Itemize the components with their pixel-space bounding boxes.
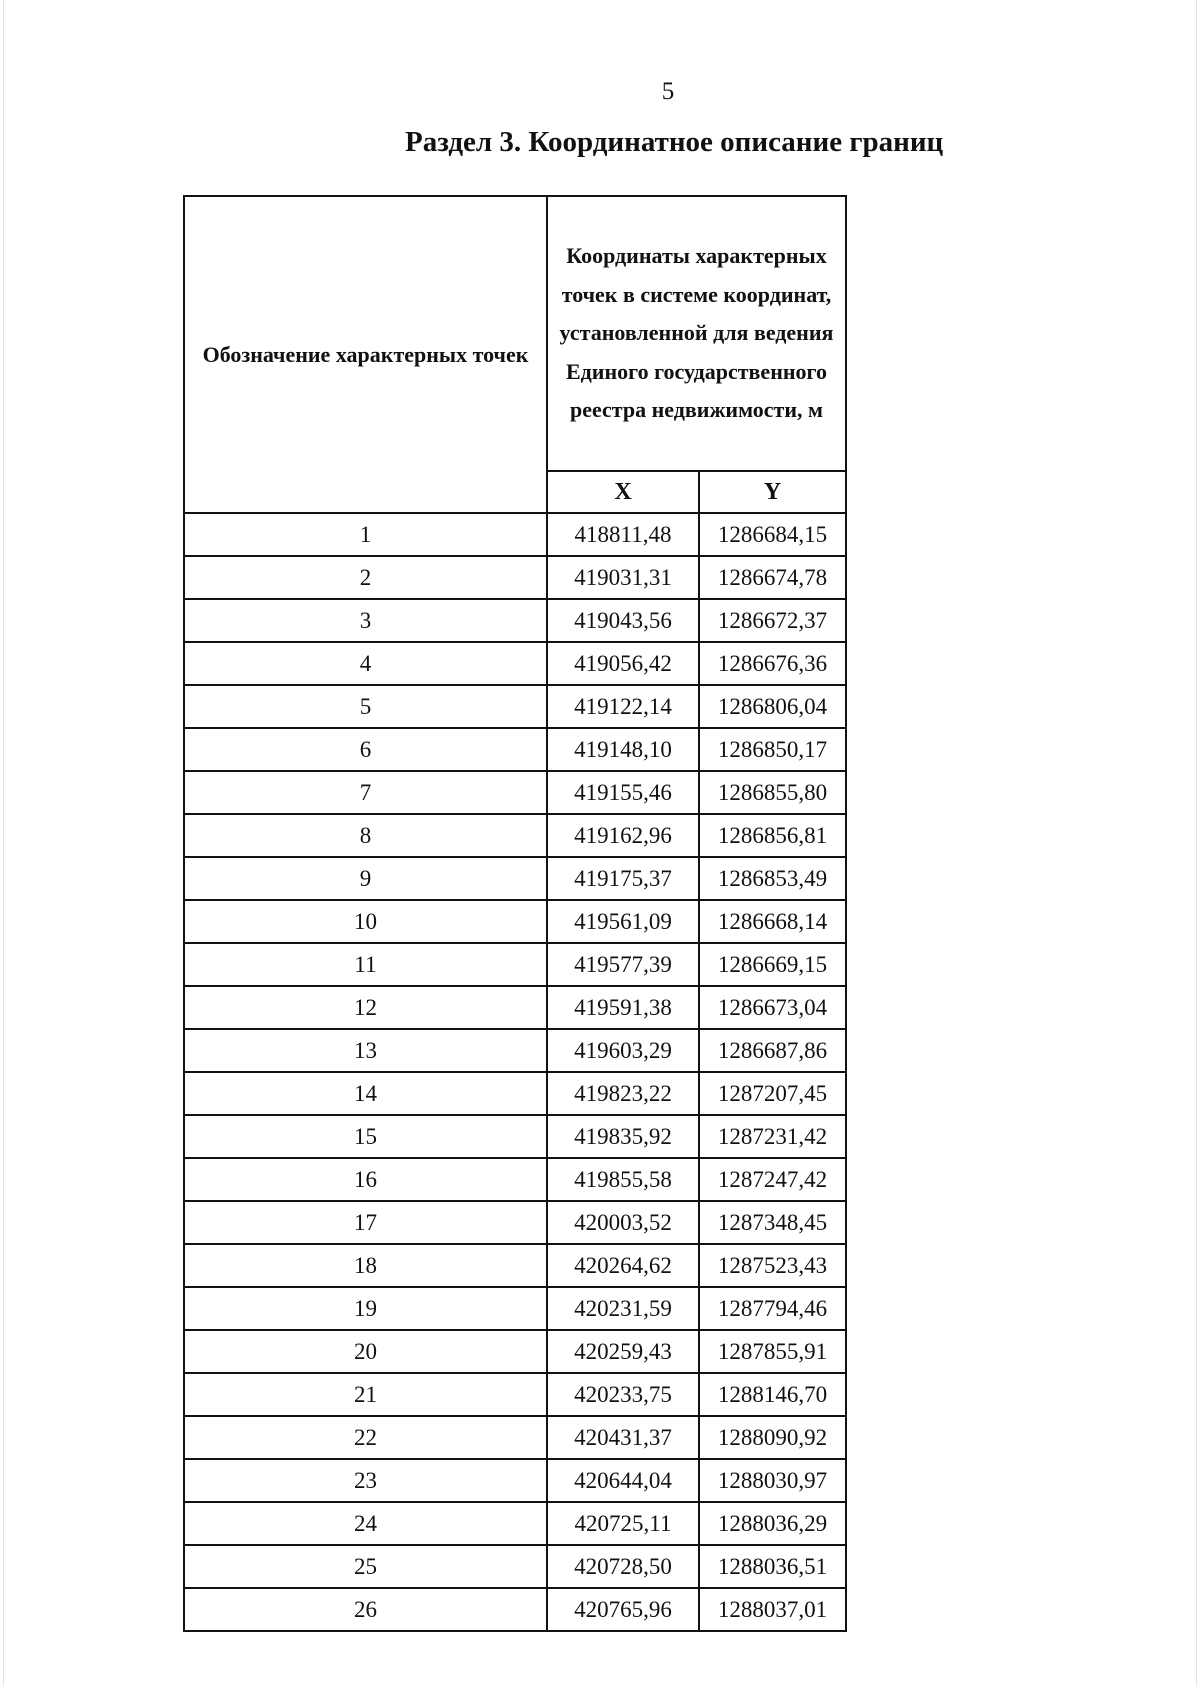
table-row bbox=[184, 728, 846, 771]
point-number-cell: 18 bbox=[184, 1244, 547, 1287]
table-row bbox=[184, 599, 846, 642]
point-number-cell: 15 bbox=[184, 1115, 547, 1158]
table-row bbox=[184, 1459, 846, 1502]
points-column-header: Обозначение характерных точек bbox=[184, 196, 547, 513]
point-number-cell: 10 bbox=[184, 900, 547, 943]
y-coordinate-cell: 1287794,46 bbox=[699, 1287, 846, 1330]
y-coordinate-cell: 1287247,42 bbox=[699, 1158, 846, 1201]
point-number-cell: 13 bbox=[184, 1029, 547, 1072]
section-title: Раздел 3. Координатное описание границ bbox=[405, 126, 944, 158]
table-row bbox=[184, 1588, 846, 1631]
table-row bbox=[184, 1201, 846, 1244]
page-number: 5 bbox=[661, 78, 675, 105]
table-row bbox=[184, 1416, 846, 1459]
point-number-cell: 25 bbox=[184, 1545, 547, 1588]
y-coordinate-cell: 1288036,51 bbox=[699, 1545, 846, 1588]
x-coordinate-cell: 420231,59 bbox=[547, 1287, 699, 1330]
y-coordinate-cell: 1286806,04 bbox=[699, 685, 846, 728]
table-row bbox=[184, 771, 846, 814]
table-row bbox=[184, 1502, 846, 1545]
point-number-cell: 17 bbox=[184, 1201, 547, 1244]
y-coordinate-cell: 1286669,15 bbox=[699, 943, 846, 986]
x-coordinate-cell: 419031,31 bbox=[547, 556, 699, 599]
point-number-cell: 1 bbox=[184, 513, 547, 556]
y-coordinate-cell: 1286856,81 bbox=[699, 814, 846, 857]
point-number-cell: 4 bbox=[184, 642, 547, 685]
y-coordinate-cell: 1286676,36 bbox=[699, 642, 846, 685]
point-number-cell: 21 bbox=[184, 1373, 547, 1416]
point-number-cell: 9 bbox=[184, 857, 547, 900]
table-row bbox=[184, 513, 846, 556]
point-number-cell: 7 bbox=[184, 771, 547, 814]
y-coordinate-cell: 1288030,97 bbox=[699, 1459, 846, 1502]
table-row bbox=[184, 1330, 846, 1373]
x-coordinate-cell: 419148,10 bbox=[547, 728, 699, 771]
x-coordinate-cell: 420259,43 bbox=[547, 1330, 699, 1373]
x-coordinate-cell: 419855,58 bbox=[547, 1158, 699, 1201]
y-coordinate-cell: 1286684,15 bbox=[699, 513, 846, 556]
y-coordinate-cell: 1287231,42 bbox=[699, 1115, 846, 1158]
x-coordinate-cell: 419122,14 bbox=[547, 685, 699, 728]
table-row bbox=[184, 1029, 846, 1072]
coordinates-column-header: Координаты характерных точек в системе координат, установленной для ведения Единого государственного реестра недвижимости, м bbox=[547, 196, 846, 471]
point-number-cell: 12 bbox=[184, 986, 547, 1029]
point-number-cell: 11 bbox=[184, 943, 547, 986]
x-coordinate-cell: 420725,11 bbox=[547, 1502, 699, 1545]
y-coordinate-cell: 1286855,80 bbox=[699, 771, 846, 814]
x-coordinate-cell: 419823,22 bbox=[547, 1072, 699, 1115]
x-coordinate-cell: 419155,46 bbox=[547, 771, 699, 814]
table-row bbox=[184, 642, 846, 685]
y-coordinate-cell: 1288146,70 bbox=[699, 1373, 846, 1416]
y-coordinate-cell: 1286687,86 bbox=[699, 1029, 846, 1072]
x-coordinate-cell: 420003,52 bbox=[547, 1201, 699, 1244]
table-row bbox=[184, 943, 846, 986]
point-number-cell: 26 bbox=[184, 1588, 547, 1631]
point-number-cell: 14 bbox=[184, 1072, 547, 1115]
x-coordinate-cell: 419175,37 bbox=[547, 857, 699, 900]
point-number-cell: 6 bbox=[184, 728, 547, 771]
point-number-cell: 8 bbox=[184, 814, 547, 857]
table-row bbox=[184, 814, 846, 857]
x-coordinate-cell: 419591,38 bbox=[547, 986, 699, 1029]
table-body bbox=[184, 513, 846, 1631]
table-header-row bbox=[184, 196, 846, 471]
x-coordinate-cell: 420765,96 bbox=[547, 1588, 699, 1631]
x-coordinate-cell: 419162,96 bbox=[547, 814, 699, 857]
y-coordinate-cell: 1287523,43 bbox=[699, 1244, 846, 1287]
point-number-cell: 24 bbox=[184, 1502, 547, 1545]
point-number-cell: 2 bbox=[184, 556, 547, 599]
table-row bbox=[184, 556, 846, 599]
x-coordinate-cell: 420728,50 bbox=[547, 1545, 699, 1588]
y-coordinate-cell: 1286672,37 bbox=[699, 599, 846, 642]
x-coordinate-cell: 419561,09 bbox=[547, 900, 699, 943]
point-number-cell: 5 bbox=[184, 685, 547, 728]
y-coordinate-cell: 1286673,04 bbox=[699, 986, 846, 1029]
y-coordinate-cell: 1286668,14 bbox=[699, 900, 846, 943]
point-number-cell: 3 bbox=[184, 599, 547, 642]
x-coordinate-cell: 420644,04 bbox=[547, 1459, 699, 1502]
scan-right-edge bbox=[1196, 0, 1197, 1686]
point-number-cell: 22 bbox=[184, 1416, 547, 1459]
x-coordinate-cell: 418811,48 bbox=[547, 513, 699, 556]
point-number-cell: 20 bbox=[184, 1330, 547, 1373]
y-coordinate-cell: 1287207,45 bbox=[699, 1072, 846, 1115]
x-coordinate-cell: 420264,62 bbox=[547, 1244, 699, 1287]
y-coordinate-cell: 1287348,45 bbox=[699, 1201, 846, 1244]
table-row bbox=[184, 1373, 846, 1416]
scan-left-edge bbox=[3, 0, 4, 1686]
point-number-cell: 23 bbox=[184, 1459, 547, 1502]
x-coordinate-cell: 419043,56 bbox=[547, 599, 699, 642]
y-coordinate-cell: 1286850,17 bbox=[699, 728, 846, 771]
table-row bbox=[184, 1244, 846, 1287]
table-row bbox=[184, 1545, 846, 1588]
x-coordinate-cell: 419835,92 bbox=[547, 1115, 699, 1158]
table-row bbox=[184, 857, 846, 900]
y-coordinate-cell: 1288037,01 bbox=[699, 1588, 846, 1631]
point-number-cell: 16 bbox=[184, 1158, 547, 1201]
y-coordinate-cell: 1286853,49 bbox=[699, 857, 846, 900]
y-coordinate-cell: 1288036,29 bbox=[699, 1502, 846, 1545]
x-coordinate-cell: 420431,37 bbox=[547, 1416, 699, 1459]
coordinates-table bbox=[183, 195, 847, 1632]
table-row bbox=[184, 1158, 846, 1201]
y-coordinate-cell: 1288090,92 bbox=[699, 1416, 846, 1459]
table-row bbox=[184, 1287, 846, 1330]
x-column-header: X bbox=[547, 471, 699, 513]
y-column-header: Y bbox=[699, 471, 846, 513]
table-row bbox=[184, 1115, 846, 1158]
table-row bbox=[184, 986, 846, 1029]
table-row bbox=[184, 685, 846, 728]
point-number-cell: 19 bbox=[184, 1287, 547, 1330]
y-coordinate-cell: 1287855,91 bbox=[699, 1330, 846, 1373]
x-coordinate-cell: 420233,75 bbox=[547, 1373, 699, 1416]
x-coordinate-cell: 419056,42 bbox=[547, 642, 699, 685]
table-row bbox=[184, 900, 846, 943]
x-coordinate-cell: 419603,29 bbox=[547, 1029, 699, 1072]
y-coordinate-cell: 1286674,78 bbox=[699, 556, 846, 599]
table-row bbox=[184, 1072, 846, 1115]
x-coordinate-cell: 419577,39 bbox=[547, 943, 699, 986]
